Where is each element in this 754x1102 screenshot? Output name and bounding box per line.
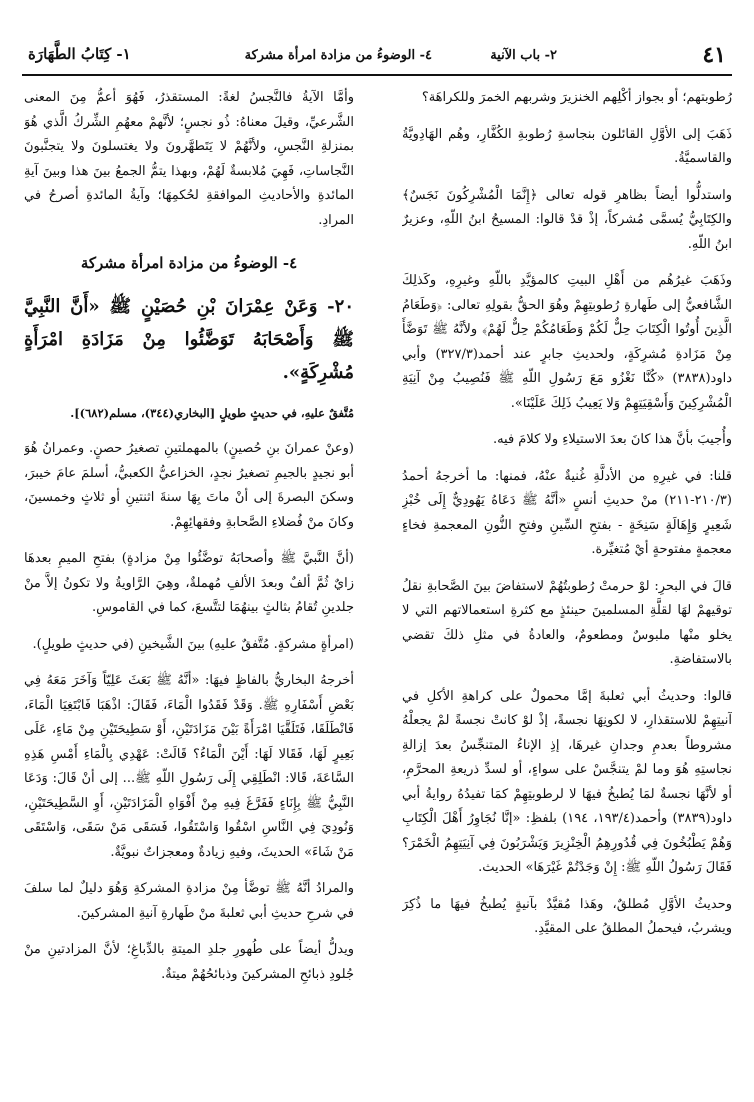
paragraph: ذَهَبَ إلى الأوَّلِ القائلون بنجاسةِ رُطوبةِ الكُفَّارِ، وهُم الهَادِويَّةُ والقاسميَّةُ. [402,126,732,166]
paragraph: وحديثُ الأوَّلِ مُطلقٌ، وهَذا مُقيَّدٌ بآنيةٍ يُطبخُ فيهَا ما ذُكِرَ ويشربُ، فيحملُ المطلقُ على المقيَّدِ. [402,896,732,936]
paragraph: رُطوبتهم؛ أو بجواز أكْلِهم الخنزيرَ وشربهم الخمرَ وللكراهَة؟ [421,90,732,105]
paragraph: واستدلُّوا أيضاً بظاهرِ قوله تعالى ﴿إِنَّمَا الْمُشْرِكُونَ نَجَسٌ﴾ والكِتَابِيُّ يُسمَّى مُشركاً، إذْ قدْ قالوا: المسيحُ ابنُ اللّهِ، وعزيرٌ ابنُ اللّهِ. [402,187,732,252]
page-number: ٤١ [702,42,726,68]
topic-title: ٤- الوضوءُ من مزادة امرأة مشركة [244,48,432,63]
left-column [24,86,354,1086]
paragraph: ويدلُّ أيضاً على طُهورِ جلدِ الميتةِ بالدِّباغِ؛ لأنَّ المزادتينِ منْ جُلودِ ذبائحِ المشركينَ وذبائحُهُمْ ميتةٌ. [24,942,354,982]
page-header [22,40,732,76]
paragraph: وذَهَبَ غيرُهُم من أَهْلِ البيتِ كالمؤيَّدِ باللّهِ وغيرِهِ، وكَذلِكَ الشَّافعيُّ إلى طَهارةِ رُطوبتِهِمْ وهُوَ الحقُّ بقولِهِ تعالى: ﴿وَطَعَامُ الَّذِينَ أُوتُوا الْكِتَابَ حِلٌّ لَكُمْ وَطَعَامُكُمْ حِلٌّ لَهُمْ﴾ ولأنَّهُ ﷺ تَوَضَّأَ مِنْ مَزَادةِ مُشرِكَةٍ، ولحديثِ جابرٍ عند أحمد(٣٢٧/٣) وأبي داود(٣٨٣٨) «كُنَّا نَغْزُو مَعَ رَسُولِ اللّهِ ﷺ فَنُصِيبُ مِنْ آنِيَةِ الْمُشْرِكِينَ وَأَسْقِيَتِهِمْ وَلا يَعِيبُ ذَلِكَ عَلَيْنَا». [402,273,732,411]
hadith-text: ٢٠- وَعَنْ عِمْرَانَ بْنِ حُصَيْنٍ ﷺ «أَنَّ النَّبِيَّ ﷺ وَأَصْحَابَهُ تَوَضَّئُوا مِنْ مَزَادَةِ امْرَأَةٍ مُشْرِكَةٍ». [24,295,354,383]
paragraph: (أنَّ النَّبيَّ ﷺ وأصحابَهُ توضَّئُوا مِنْ مزادةٍ) بفتحِ الميمِ بعدهَا زايٌ ثُمَّ ألفٌ وبعدَ الألفِ مُهملةٌ، وهِيَ الرَّاويةُ ولا تكونُ إلاَّ منْ جلدينِ تُقامُ بثالثٍ بينهُمَا لتتَّسعَ، كما في القاموسِ. [24,551,354,615]
paragraph: قلنا: في غيرِهِ من الأدلَّةِ غُنيةٌ عنْهُ، فمنها: ما أخرجهُ أحمدُ (٢١٠/٣-٢١١) منْ حديثِ أنسٍ «أنَّهُ ﷺ دَعَاهُ يَهُودِيٌّ إِلَى خُبْزِ شَعِيرٍ وَإِهَالَةٍ سَنِخَةٍ - بفتحِ السِّينِ وفتحِ النُّونِ المعجمةِ فخاءٍ معجمةٍ مفتوحةٍ أيْ مُتغيِّرة. [402,468,732,557]
paragraph: والمرادُ أنَّهُ ﷺ توضَّأ مِنْ مزادةِ المشركةِ وَهُوَ دليلٌ لما سلفَ في شرحِ حديثِ أبي ثعلبةَ منْ طَهارةِ آنيةِ المشركينَ. [24,881,354,921]
hadith-source: مُتَّفقٌ عليهِ، في حديثٍ طويلٍ [البخاري(٣٤٤)، مسلم(٦٨٢)]. [70,405,354,420]
paragraph: قالَ في البحرِ: لوْ حرمتْ رُطوبتُهُمْ لاستفاضَ بينَ الصَّحابةِ نقلُ توقيهمْ لهَا لقلَّةِ المسلمينَ حينئذٍ مع كثرةِ استعمالاتهم التي لا يخلو منْها ملبوسٌ ومطعومٌ، والعادةُ في مثلِ ذلكَ تقضي بالاستفاضةِ. [402,578,732,667]
paragraph: (امرأةٍ مشركةٍ. مُتَّفقٌ عليهِ) بينَ الشَّيخينِ (في حديثٍ طويلٍ). [32,636,354,652]
book-title: ١- كِتَابُ الطَّهَارَة [28,45,131,63]
paragraph: (وعنْ عمرانَ بنِ حُصينٍ) بالمهملتينِ تصغيرُ حصنٍ. وعمرانُ هُوَ أبو نجيدٍ بالجيمِ تصغيرُ نجدٍ، الخزاعيُّ الكعبيُّ، أسلمَ عامَ خيبرَ، وسكنَ البصرةَ إلى أنْ ماتَ بِهَا سنةَ اثنتينِ أو ثلاثٍ وخمسينَ، وكانَ منْ فُضلاءِ الصَّحابةِ وفقهائِهِمْ. [24,441,354,530]
paragraph: وأمَّا الآيةُ فالنَّجسُ لغةً: المستقذرُ، فَهُوَ أعمُّ مِنَ المعنى الشَّرعيِّ، وقيلَ معناهُ: ذُو نجسٍ؛ لأنَّهمْ معهُمِ الشِّركُ الَّذي هُوَ بمنزلةِ النَّجسِ، ولأنَّهُمْ لا يَتَطهَّرونَ ولا يغتسلونَ ولا يتجنَّبونَ النَّجاساتِ، فَهِيَ مُلابسةٌ لَهُمْ، وبهذا يتمُّ الجمعُ بينَ هذا وبينَ آيةِ المائدةِ والأحاديثِ الموافقةِ لحُكمِهَا؛ وآيةُ المائدةِ أصرحُ في المرادِ. [24,90,354,228]
right-column [402,86,732,1086]
section-title: ٤- الوضوءُ من مزادة امرأة مشركة [80,254,298,272]
paragraph: قالوا: وحديثُ أبي ثعلبةَ إمَّا محمولٌ على كراهةِ الأكلِ في آنيتِهِمْ للاستقذارِ، لا لكونِهَا نجسةً، إذْ لوْ كانتْ نجسةً لمْ يجعلْهُ مشروطاً بعدمِ وجدانِ غيرهَا، إذِ الإناءُ المتنجِّسُ بعدَ إزالةِ نجاستِهِ هُوَ وما لمْ يتنجَّسْ على سواءٍ، أو لسدِّ ذريعةِ المحرَّمِ، أو لأنَّهَا نجسةٌ لمَا يُطبخُ فيهَا لا لرطوبتِهِمْ كمَا تفيدُهُ روايةُ أبي داود(٣٨٣٩) وأحمد(١٩٣/٤، ١٩٤) بلفظِ: «إنَّا نُجَاوِرُ أَهْلَ الْكِتَابِ وَهُمْ يَطْبُخُونَ فِي قُدُورِهِمُ الْخِنْزِيرَ وَيَشْرَبُونَ فِي آنِيَتِهِمُ الْخَمْرَ؟ فَقَالَ رَسُولُ اللّهِ ﷺ: إِنْ وَجَدْتُمْ غَيْرَهَا» الحديث. [402,688,732,875]
chapter-title: ٢- باب الآنية [490,48,557,63]
paragraph: وأُجيبَ بأنَّ هذا كانَ بعدَ الاستيلاءِ ولا كلامَ فيه. [492,432,732,447]
paragraph: أخرجهُ البخاريُّ بالفاظٍ فيهَا: «أنَّهُ ﷺ بَعَثَ عَلِيّاً وَآخَرَ مَعَهُ فِي بَعْضِ أَسْفَارِهِ ﷺ. وَقَدْ فَقَدُوا الْمَاءَ، فَقَالَ: اذْهَبَا فَابْتَغِيَا الْمَاءَ، فَانْطَلَقَا، فَتَلَقَّيَا امْرَأَةً بَيْنَ مَزَادَتَيْنِ، أَوْ سَطِيحَتَيْنِ مِنْ مَاءٍ، عَلَى بَعِيرٍ لَهَا، فَقَالا لَهَا: أَيْنَ الْمَاءُ؟ قَالَتْ: عَهْدِي بِالْمَاءِ أَمْسِ هَذِهِ السَّاعَةَ، قَالا: انْطَلِقِي إِلَى رَسُولِ اللّهِ ﷺ... إلى أنْ قَالَ: وَدَعَا النَّبِيُّ ﷺ بِإِنَاءٍ فَفَرَّغَ فِيهِ مِنْ أَفْوَاهِ الْمَزَادَتَيْنِ، أَوِ السَّطِيحَتَيْنِ، وَنُودِيَ فِي النَّاسِ اسْقُوا وَاسْتَقُوا، فَسَقَى مَنْ سَقَى، وَاسْتَقَى مَنْ شَاءَ» الحديثَ، وفيهِ زيادةٌ ومعجزاتٌ نبويَّةٌ. [24,673,354,860]
